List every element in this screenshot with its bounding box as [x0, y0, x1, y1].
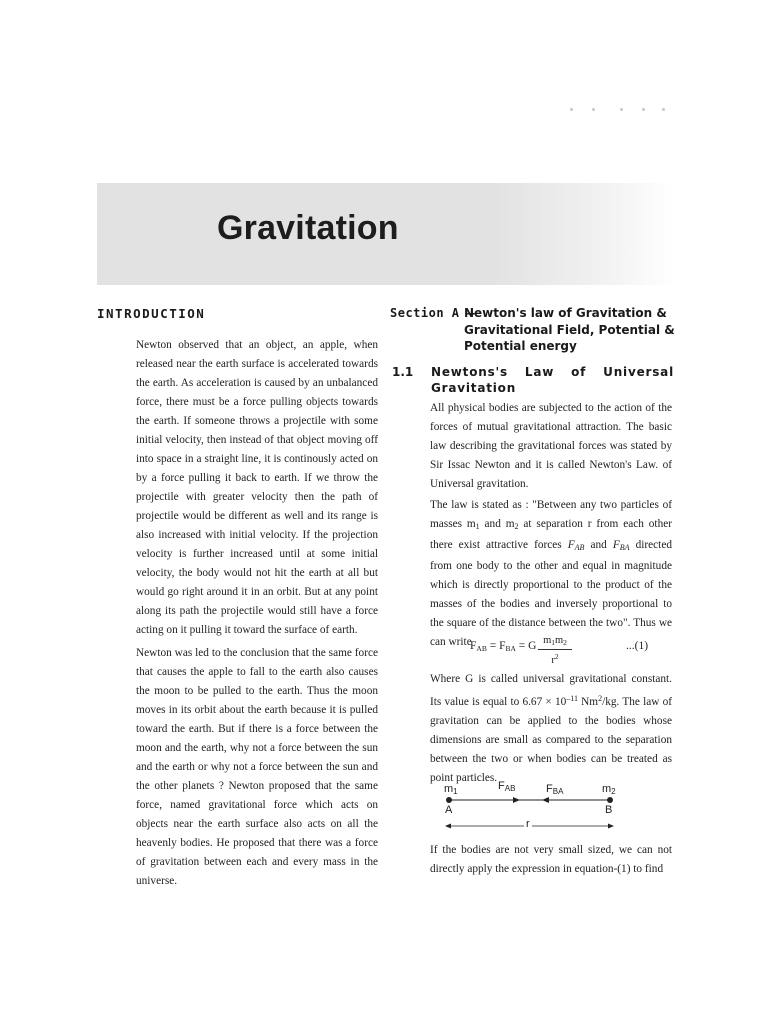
law-column-top	[430, 399, 672, 654]
mass-a-point	[446, 797, 452, 803]
distance-arrowhead-left	[445, 824, 451, 829]
mass-b-point	[607, 797, 613, 803]
force-ab-symbol: $F_{AB}$	[567, 539, 585, 552]
two-mass-diagram	[440, 778, 630, 838]
point-b-label: B	[605, 804, 613, 816]
introduction-heading: INTRODUCTION	[97, 306, 206, 321]
introduction-column	[136, 336, 378, 895]
mass-m1-label: $m_1$	[444, 783, 458, 796]
force-ba-label: $F_{BA}$	[546, 783, 564, 796]
chapter-title: Gravitation	[217, 209, 399, 247]
point-a-label: A	[445, 804, 453, 816]
law-paragraph-3: Where G is called universal gravitational constant. Its value is equal to $6.67 \times 10^{-11}$ Nm$^2$/kg. The law of gravitation can be applied to the bodies whose dimensions are small as compared to the separation between the two or when bodies can be treated as point particles.	[430, 673, 672, 784]
page-header-mark	[570, 106, 670, 112]
gravitation-formula	[470, 634, 680, 664]
force-ab-label: $F_{AB}$	[498, 780, 516, 793]
distance-label: r	[526, 818, 530, 830]
intro-paragraph-2: Newton was led to the conclusion that the same force that causes the apple to fall to the earth also causes the moon to be pulled to the earth. Thus the moon moves in its orbit about the earth because it is pulled toward the earth. But if there is a force between the moon and the earth, why not a force between the sun and the earth or why not a force between the sun and the other planets ? Newton proposed that the same force, named gravitational force which acts on objects near the earth surface also acts on all the heavenly bodies. He proposed that there was a force of gravitation between each and every mass in the universe.	[136, 647, 378, 887]
subsection-title: Newtons's Law of Universal Gravitation	[431, 365, 674, 395]
mass-m2-label: $m_2$	[602, 783, 616, 796]
force-ba-symbol: $F_{BA}$	[612, 539, 630, 552]
section-label: Section A –	[390, 306, 475, 320]
formula-numerator: $m_1m_2$	[538, 634, 572, 650]
force-ab-arrowhead	[513, 797, 520, 803]
formula-denominator: $r^2$	[551, 652, 559, 666]
section-title: Newton's law of Gravitation & Gravitational Field, Potential & Potential energy	[464, 306, 675, 353]
distance-arrowhead-right	[608, 824, 614, 829]
equation-number: ...(1)	[626, 640, 649, 652]
formula-lhs: $F_{AB} = F_{BA} = G$	[470, 640, 537, 653]
law-paragraph-2: The law is stated as : "Between any two particles of masses $m_1$ and $m_2$ at separation r from each other there exist attractive forces $F_{AB}$ and $F_{BA}$ directed from one body to the other and equal in magnitude which is directly proportional to the product of the masses of the bodies and inversely proportional to the square of the distance between the two". Thus we can write	[430, 499, 672, 648]
formula-fraction	[538, 634, 572, 667]
subsection-number: 1.1	[392, 365, 414, 379]
law-paragraph-1: All physical bodies are subjected to the action of the forces of mutual gravitational attraction. The basic law describing the gravitational forces was stated by Sir Issac Newton and it is called Newton's Law. of Universal gravitation.	[430, 402, 672, 490]
law-paragraph-4: If the bodies are not very small sized, we can not directly apply the expression in equation-(1) to find	[430, 844, 672, 875]
law-column-middle	[430, 670, 672, 790]
force-ba-arrowhead	[542, 797, 549, 803]
intro-paragraph-1: Newton observed that an object, an apple, when released near the earth surface is accelerated towards the earth. As acceleration is caused by an unbalanced force, there must be a force pulling objects towards the earth. If someone throws a projectile with some initial velocity, then instead of that object moving off into space in a straight line, it is continously acted on by a force pulling it back to earth. If we throw the projectile with greater velocity then the path of projectile would be different as well and its range is also increased with initial velocity. If the projection velocity is further increased until at some initial velocity, the body would not hit the earth at all but would go right around it in an orbit. But at any point along its path the projectile would still have a force acting on it pulling it toward the surface of earth.	[136, 339, 378, 636]
law-column-bottom	[430, 841, 672, 881]
